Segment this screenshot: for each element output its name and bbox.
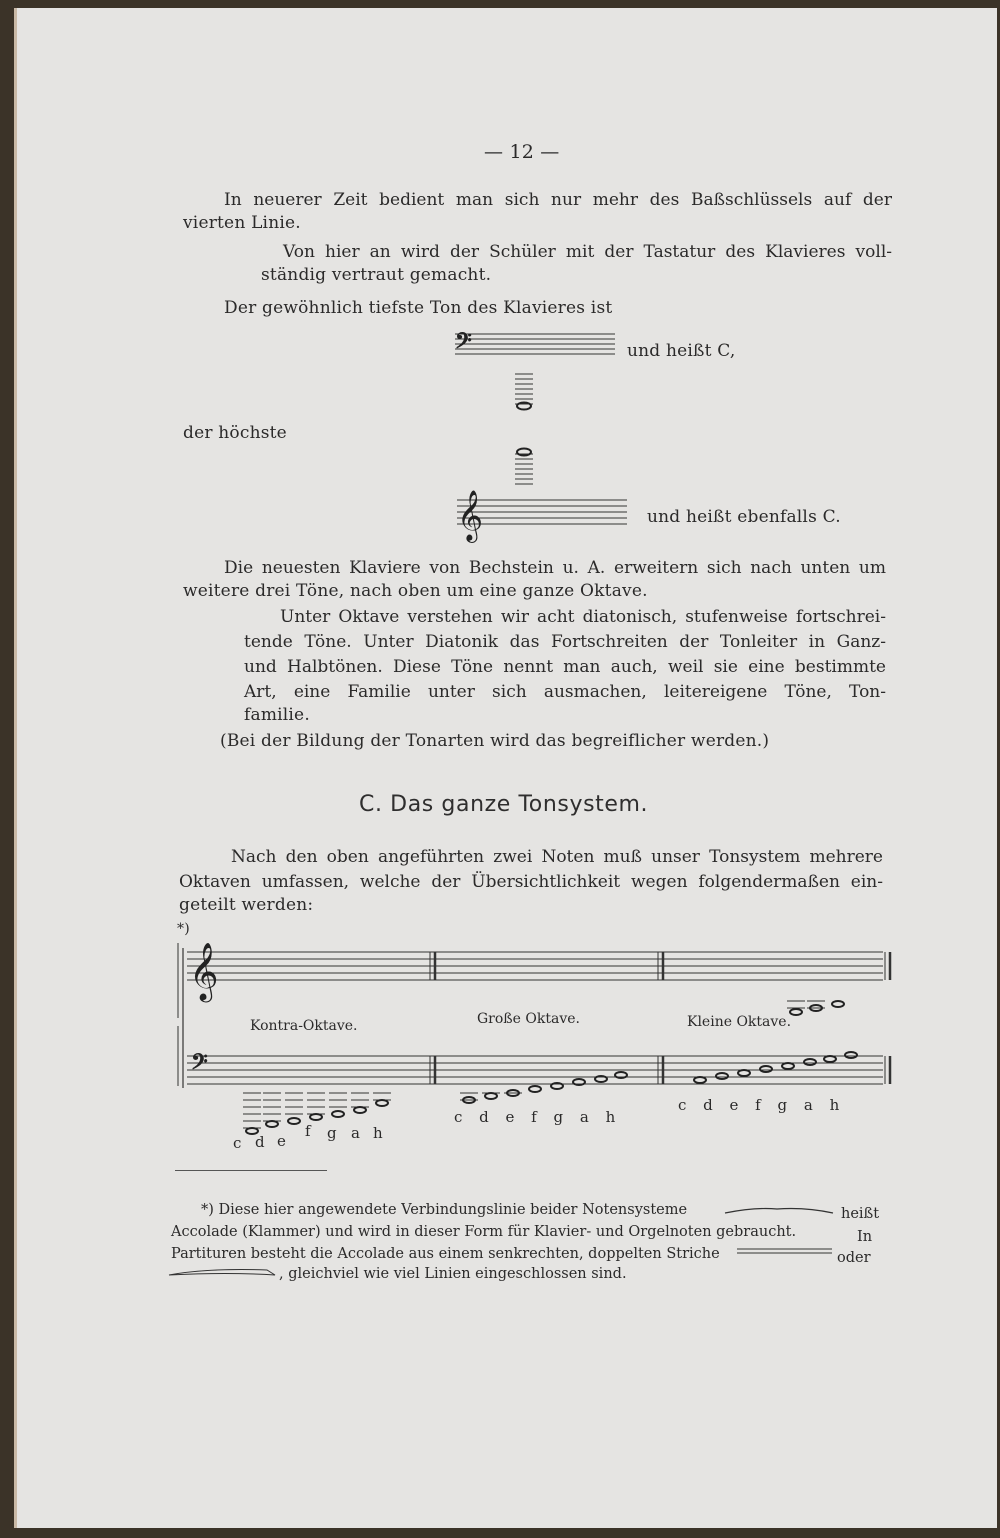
book-page <box>14 8 997 1528</box>
note-letter: e <box>277 1132 286 1150</box>
footnote-separator <box>175 1170 327 1171</box>
paragraph-line: tende Töne. Unter Diatonik das Fortschreiten der Tonleiter in Ganz- <box>244 632 886 652</box>
caption-lowest: und heißt C, <box>627 341 736 361</box>
lowest-note-staff <box>447 324 637 414</box>
paragraph-line: Von hier an wird der Schüler mit der Tastatur des Klavieres voll- <box>283 242 892 262</box>
double-line-icon <box>737 1246 833 1258</box>
caption-highest: und heißt ebenfalls C. <box>647 507 841 527</box>
accolade-sample-icon <box>725 1205 837 1217</box>
label-highest: der höchste <box>183 423 287 443</box>
treble-clef-icon: 𝄞 <box>457 490 484 541</box>
section-text-line: geteilt werden: <box>179 895 314 915</box>
section-text-line: Oktaven umfassen, welche der Übersichtlichkeit wegen folgendermaßen ein- <box>179 872 883 892</box>
bass-clef-icon: 𝄢 <box>455 329 472 359</box>
footnote-line: Partituren besteht die Accolade aus einem senkrechten, doppelten Striche <box>171 1246 720 1262</box>
paragraph-line: In neuerer Zeit bedient man sich nur mehr des Baßschlüssels auf der <box>224 190 892 210</box>
bass-clef-icon: 𝄢 <box>191 1050 208 1080</box>
footnote-line: *) Diese hier angewendete Verbindungslinie beider Notensysteme <box>201 1202 688 1218</box>
wedge-line-icon <box>167 1266 279 1278</box>
label-grosse-oktave: Große Oktave. <box>477 1011 580 1027</box>
paragraph-line: ständig vertraut gemacht. <box>261 265 492 285</box>
paragraph-line: Der gewöhnlich tiefste Ton des Klavieres ist <box>224 298 613 318</box>
footnote-line: , gleichviel wie viel Linien eingeschlossen sind. <box>279 1266 627 1282</box>
note-letter: h <box>373 1124 383 1142</box>
footnote-line: Accolade (Klammer) und wird in dieser Form für Klavier- und Orgelnoten gebraucht. <box>171 1224 797 1240</box>
section-text-line: Nach den oben angeführten zwei Noten muß unser Tonsystem mehrere <box>231 847 883 867</box>
paragraph-line: und Halbtönen. Diese Töne nennt man auch, weil sie eine bestimmte <box>244 657 886 677</box>
footnote-line: In <box>857 1229 873 1245</box>
letters-kleine-oktave: c d e f g a h <box>678 1096 840 1114</box>
letters-grosse-oktave: c d e f g a h <box>454 1108 616 1126</box>
paragraph-line: Unter Oktave verstehen wir acht diatonisch, stufenweise fortschrei- <box>280 607 886 627</box>
note-letter: c <box>233 1134 242 1152</box>
footnote-line: heißt <box>841 1206 880 1222</box>
note-letter: d <box>255 1133 265 1151</box>
paragraph-line: Art, eine Familie unter sich ausmachen, leitereigene Töne, Ton- <box>244 682 886 702</box>
asterisk-mark: *) <box>177 921 190 937</box>
paragraph-line: (Bei der Bildung der Tonarten wird das begreiflicher werden.) <box>220 731 770 751</box>
paragraph-line: Die neuesten Klaviere von Bechstein u. A. erweitern sich nach unten um <box>224 558 886 578</box>
label-kontra-oktave: Kontra-Oktave. <box>250 1018 358 1034</box>
page-number: — 12 — <box>484 141 560 163</box>
note-letter: g <box>327 1124 337 1142</box>
highest-note-staff <box>447 444 647 544</box>
paragraph-line: familie. <box>244 705 310 725</box>
section-heading: C. Das ganze Tonsystem. <box>359 792 649 817</box>
treble-clef-icon: 𝄞 <box>189 942 219 1000</box>
note-letter: f <box>305 1122 311 1140</box>
note-letter: a <box>351 1124 360 1142</box>
label-kleine-oktave: Kleine Oktave. <box>687 1014 792 1030</box>
paragraph-line: weitere drei Töne, nach oben um eine ganze Oktave. <box>183 581 648 601</box>
paragraph-line: vierten Linie. <box>183 213 301 233</box>
footnote-line: oder <box>837 1250 871 1266</box>
